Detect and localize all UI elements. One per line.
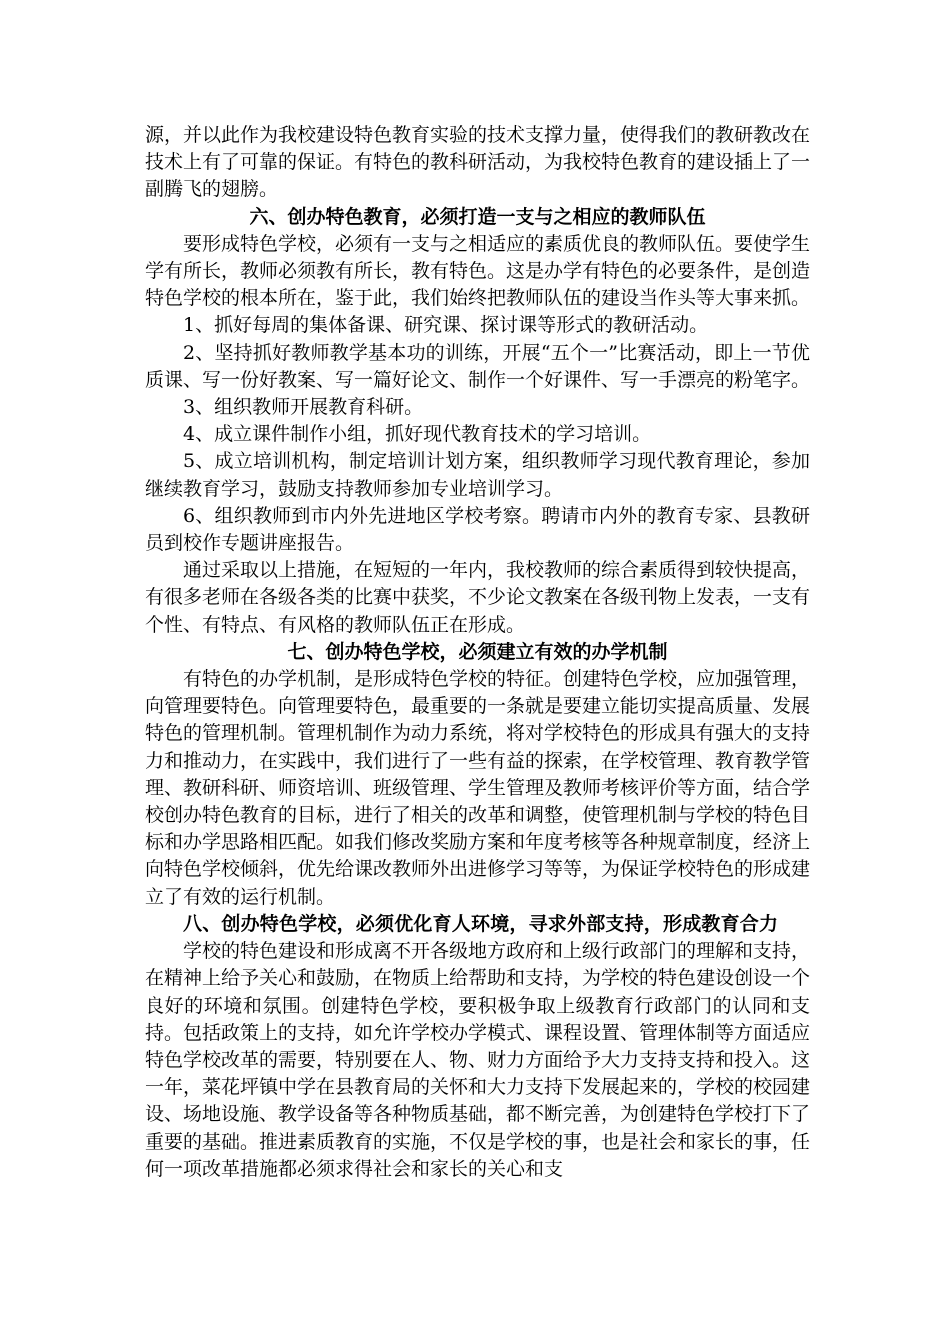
section-heading-6: 六、创办特色教育，必须打造一支与之相应的教师队伍	[249, 205, 706, 228]
paragraph-environment: 学校的特色建设和形成离不开各级地方政府和上级行政部门的理解和支持，在精神上给予关心和鼓励，在物质上给帮助和支持，为学校的特色建设创设一个良好的环境和氛围。创建特色学校，要积极争取上级教育行政部门的认同和支持。包括政策上的支持，如允许学校办学模式、课程设置、管理体制等方面适应特色学校改革的需要，特别要在人、物、财力方面给予大力支持支持和投入。这一年，菜花坪镇中学在县教育局的关怀和大力支持下发展起来的，学校的校园建设、场地设施、教学设备等各种物质基础，都不断完善，为创建特色学校打下了重要的基础。推进素质教育的实施，不仅是学校的事，也是社会和家长的事，任何一项改革措施都必须求得社会和家长的关心和支	[145, 940, 811, 1180]
paragraph-continued: 源，并以此作为我校建设特色教育实验的技术支撑力量，使得我们的教研教改在技术上有了可靠的保证。有特色的教科研活动，为我校特色教育的建设插上了一副腾飞的翅膀。	[145, 124, 811, 201]
list-item-2: 2、坚持抓好教师教学基本功的训练，开展“五个一”比赛活动，即上一节优质课、写一份好教案、写一篇好论文、制作一个好课件、写一手漂亮的粉笔字。	[145, 341, 811, 391]
list-item-3: 3、组织教师开展教育科研。	[183, 396, 424, 419]
paragraph-teachers-intro: 要形成特色学校，必须有一支与之相适应的素质优良的教师队伍。要使学生学有所长，教师必须教有所长，教有特色。这是办学有特色的必要条件，是创造特色学校的根本所在，鉴于此，我们始终把教师队伍的建设当作头等大事来抓。	[145, 232, 811, 310]
list-item-4: 4、成立课件制作小组，抓好现代教育技术的学习培训。	[183, 423, 652, 446]
paragraph-teachers-result: 通过采取以上措施，在短短的一年内，我校教师的综合素质得到较快提高，有很多老师在各级各类的比赛中获奖，不少论文教案在各级刊物上发表，一支有个性、有特点、有风格的教师队伍正在形成。	[145, 559, 811, 636]
paragraph-mechanism: 有特色的办学机制，是形成特色学校的特征。创建特色学校，应加强管理，向管理要特色。向管理要特色，最重要的一条就是要建立能切实提高质量、发展特色的管理机制。管理机制作为动力系统，将对学校特色的形成具有强大的支持力和推动力，在实践中，我们进行了一些有益的探索，在学校管理、教育教学管理、教研科研、师资培训、班级管理、学生管理及教师考核评价等方面，结合学校创办特色教育的目标，进行了相关的改革和调整，使管理机制与学校的特色目标和办学思路相匹配。如我们修改奖励方案和年度考核等各种规章制度，经济上向特色学校倾斜，优先给课改教师外出进修学习等等，为保证学校特色的形成建立了有效的运行机制。	[145, 668, 811, 908]
section-heading-8: 八、创办特色学校，必须优化育人环境，寻求外部支持，形成教育合力	[183, 912, 779, 935]
list-item-5: 5、成立培训机构，制定培训计划方案，组织教师学习现代教育理论，参加继续教育学习，鼓励支持教师参加专业培训学习。	[145, 450, 810, 500]
list-item-1: 1、抓好每周的集体备课、研究课、探讨课等形式的教研活动。	[183, 314, 709, 337]
document-page	[145, 122, 810, 1183]
section-heading-7: 七、创办特色学校，必须建立有效的办学机制	[287, 640, 668, 663]
list-item-6: 6、组织教师到市内外先进地区学校考察。聘请市内外的教育专家、县教研员到校作专题讲座报告。	[145, 504, 810, 555]
